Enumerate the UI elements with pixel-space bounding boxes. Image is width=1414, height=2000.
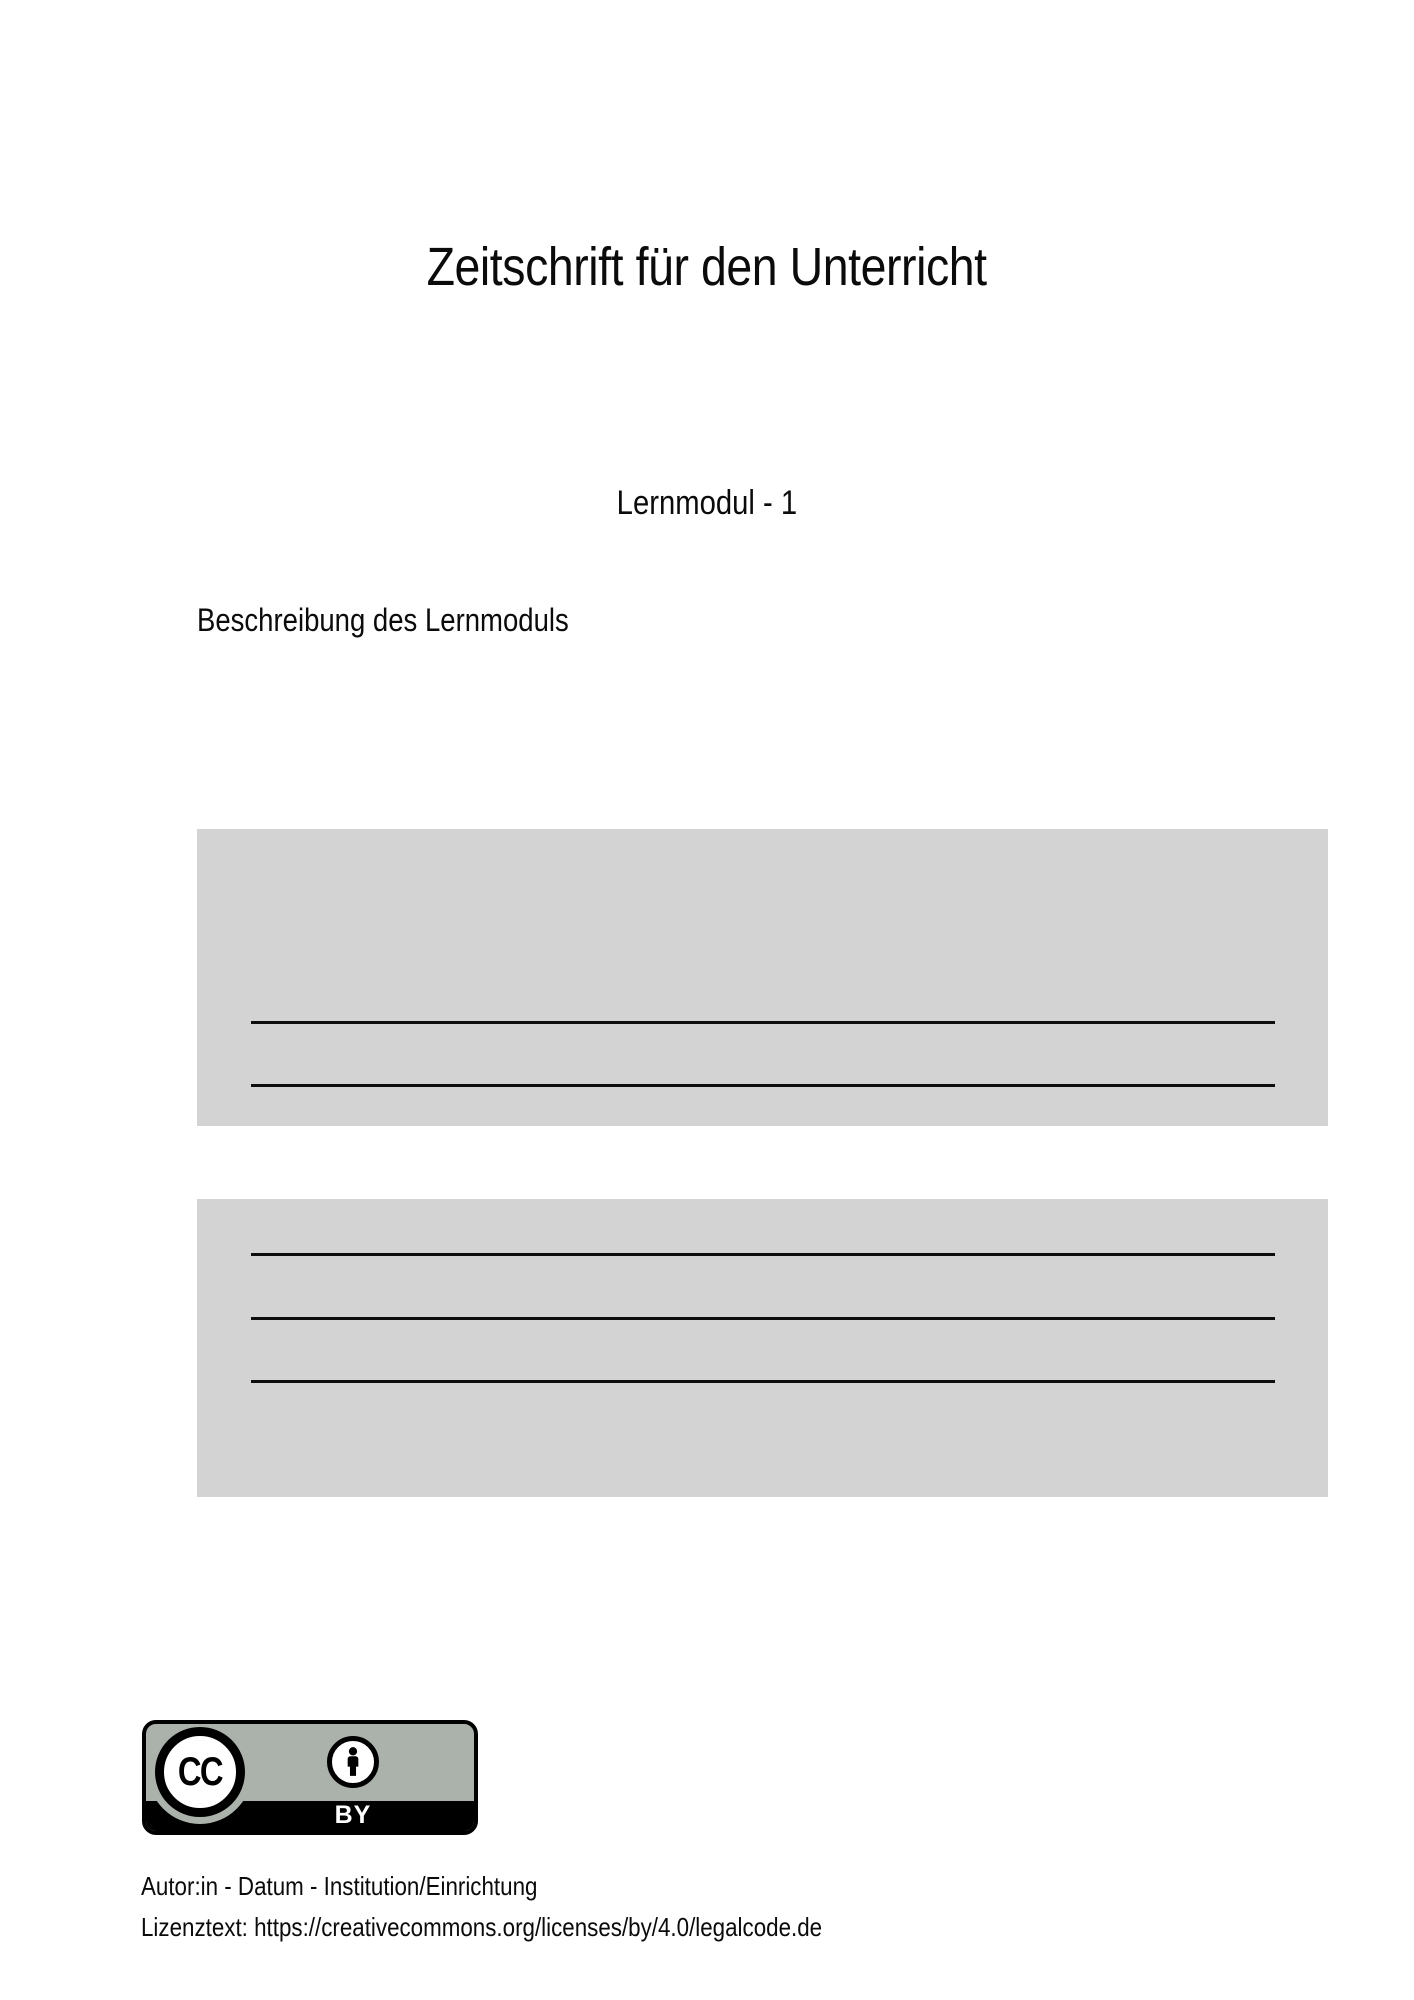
ruled-line (251, 1021, 1275, 1024)
section-heading (197, 602, 629, 639)
module-subtitle (0, 484, 1414, 523)
writing-box-2 (197, 1199, 1328, 1497)
attribution-person-icon (327, 1736, 379, 1788)
page-title (0, 236, 1414, 298)
ruled-line (251, 1380, 1275, 1383)
ruled-line (251, 1317, 1275, 1320)
page-title-text: Zeitschrift für den Unterricht (426, 237, 988, 297)
writing-box-1 (197, 829, 1328, 1126)
author-line-text: Autor:in - Datum - Institution/Einrichtung (141, 1871, 538, 1901)
cc-logo-text: CC (177, 1750, 223, 1794)
author-line (141, 1866, 933, 1907)
section-heading-text: Beschreibung des Lernmoduls (197, 602, 569, 638)
ruled-line (251, 1253, 1275, 1256)
footer (141, 1866, 933, 1948)
cc-logo-icon (155, 1727, 245, 1817)
cc-by-license-badge (142, 1720, 478, 1835)
license-url-line (141, 1907, 933, 1948)
ruled-line (251, 1084, 1275, 1087)
license-url-text: Lizenztext: https://creativecommons.org/licenses/by/4.0/legalcode.de (141, 1912, 823, 1942)
by-label: BY (334, 1801, 372, 1829)
module-subtitle-text: Lernmodul - 1 (616, 484, 798, 522)
